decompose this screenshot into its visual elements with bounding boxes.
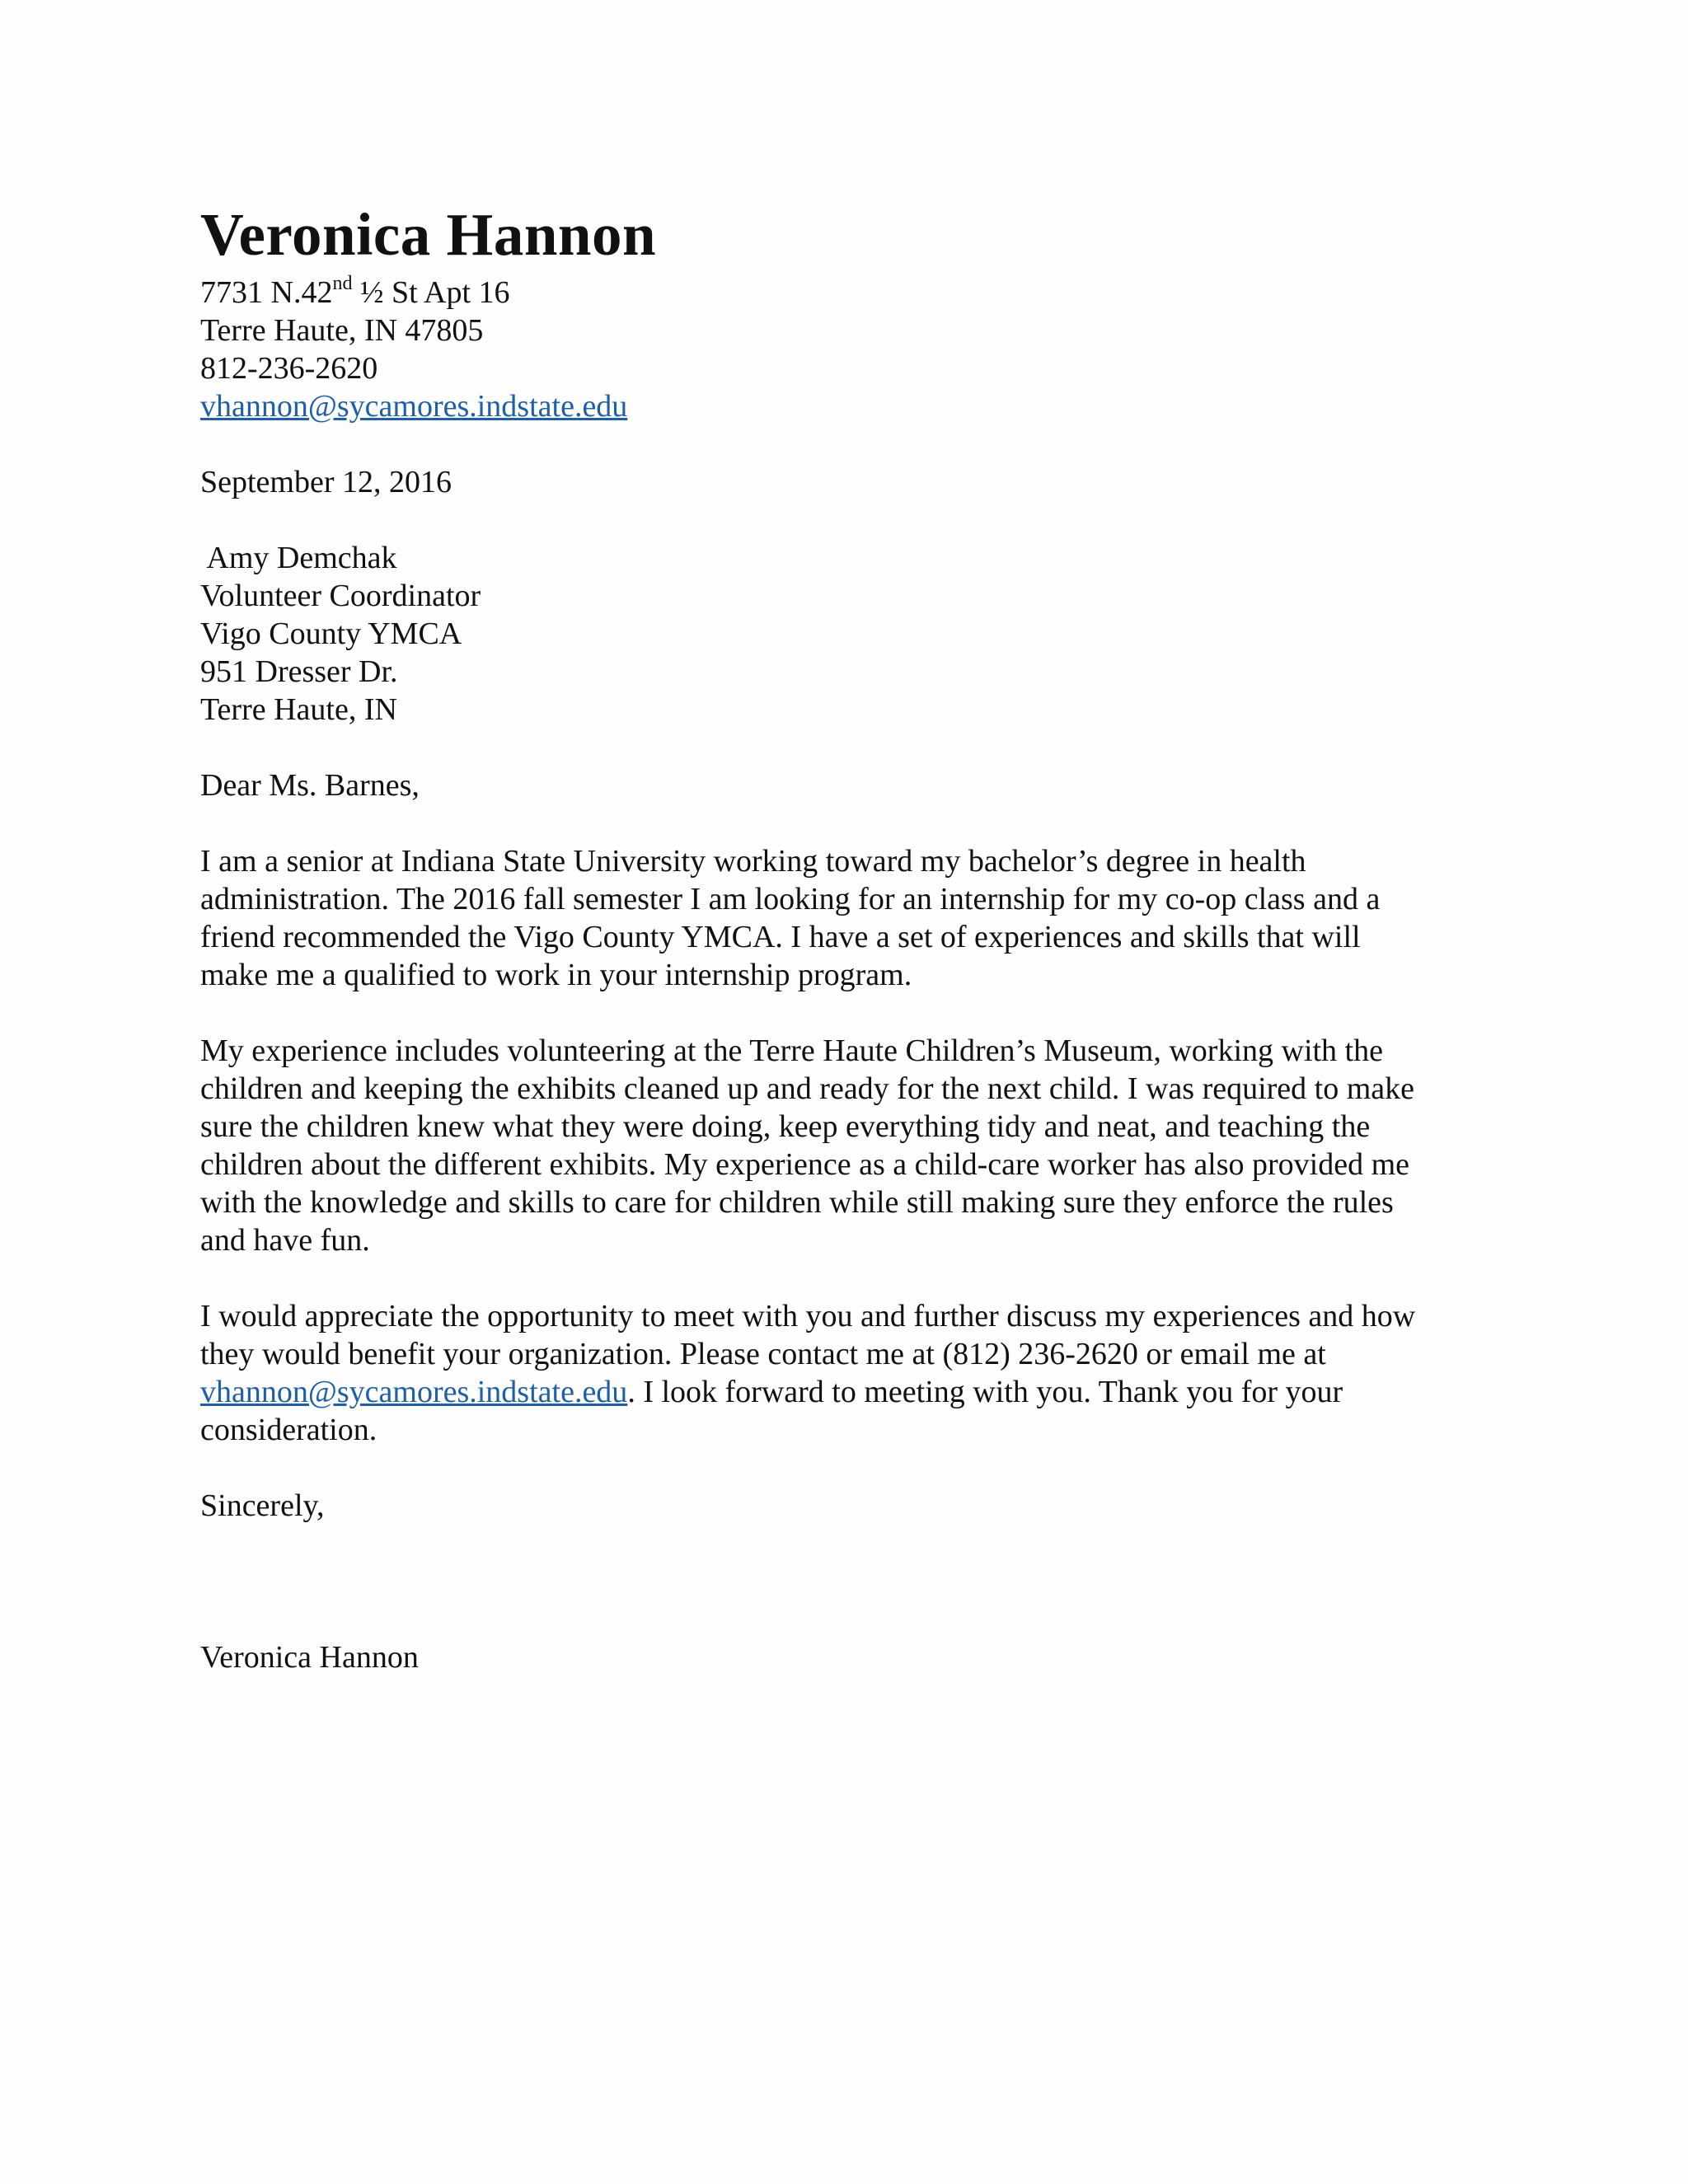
letter-date: September 12, 2016	[200, 465, 452, 499]
signature-name: Veronica Hannon	[200, 1640, 419, 1675]
recipient-title: Volunteer Coordinator	[200, 579, 481, 613]
salutation: Dear Ms. Barnes,	[200, 768, 420, 803]
recipient-city: Terre Haute, IN	[200, 692, 397, 727]
paragraph-line: I would appreciate the opportunity to meet with you and further discuss my experiences and how	[200, 1299, 1416, 1333]
paragraph-line-text: . I look forward to meeting with you. Thank you for your	[627, 1375, 1343, 1409]
paragraph-line: children and keeping the exhibits cleaned up and ready for the next child. I was required to make	[200, 1071, 1415, 1106]
paragraph-line: I am a senior at Indiana State University working toward my bachelor’s degree in health	[200, 844, 1306, 879]
paragraph-closing-request	[200, 1297, 1503, 1449]
paragraph-line: administration. The 2016 fall semester I am looking for an internship for my co-op class and a	[200, 882, 1381, 916]
paragraph-line: children about the different exhibits. My experience as a child-care worker has also provided me	[200, 1147, 1410, 1182]
paragraph-line: My experience includes volunteering at the Terre Haute Children’s Museum, working with the	[200, 1033, 1383, 1068]
sender-name: Veronica Hannon	[200, 201, 657, 268]
sender-email-link[interactable]: vhannon@sycamores.indstate.edu	[200, 389, 628, 424]
paragraph-experience	[200, 1032, 1503, 1259]
paragraph-line: with the knowledge and skills to care for children while still making sure they enforce the rules	[200, 1185, 1394, 1220]
closing: Sincerely,	[200, 1488, 325, 1523]
sender-phone: 812-236-2620	[200, 351, 378, 386]
paragraph-line: consideration.	[200, 1413, 377, 1447]
paragraph-line: friend recommended the Vigo County YMCA. I have a set of experiences and skills that will	[200, 920, 1361, 954]
recipient-organization: Vigo County YMCA	[200, 616, 462, 651]
recipient-street: 951 Dresser Dr.	[200, 654, 398, 689]
cover-letter	[200, 198, 1503, 1676]
recipient-name: Amy Demchak	[200, 541, 397, 575]
sender-street-part: 7731 N.42	[200, 275, 333, 310]
paragraph-line: they would benefit your organization. Please contact me at (812) 236-2620 or email me at	[200, 1337, 1326, 1371]
paragraph-line: sure the children knew what they were doing, keep everything tidy and neat, and teaching the	[200, 1109, 1371, 1144]
sender-city: Terre Haute, IN 47805	[200, 313, 484, 348]
paragraph-line	[200, 1373, 1503, 1411]
sender-street-part: ½ St Apt 16	[352, 275, 510, 310]
sender-street-superscript: nd	[332, 273, 353, 295]
paragraph-line: make me a qualified to work in your internship program.	[200, 958, 912, 992]
contact-email-link[interactable]: vhannon@sycamores.indstate.edu	[200, 1375, 628, 1409]
paragraph-line: and have fun.	[200, 1223, 370, 1258]
sender-street-address	[200, 274, 1503, 312]
paragraph-introduction	[200, 842, 1503, 994]
